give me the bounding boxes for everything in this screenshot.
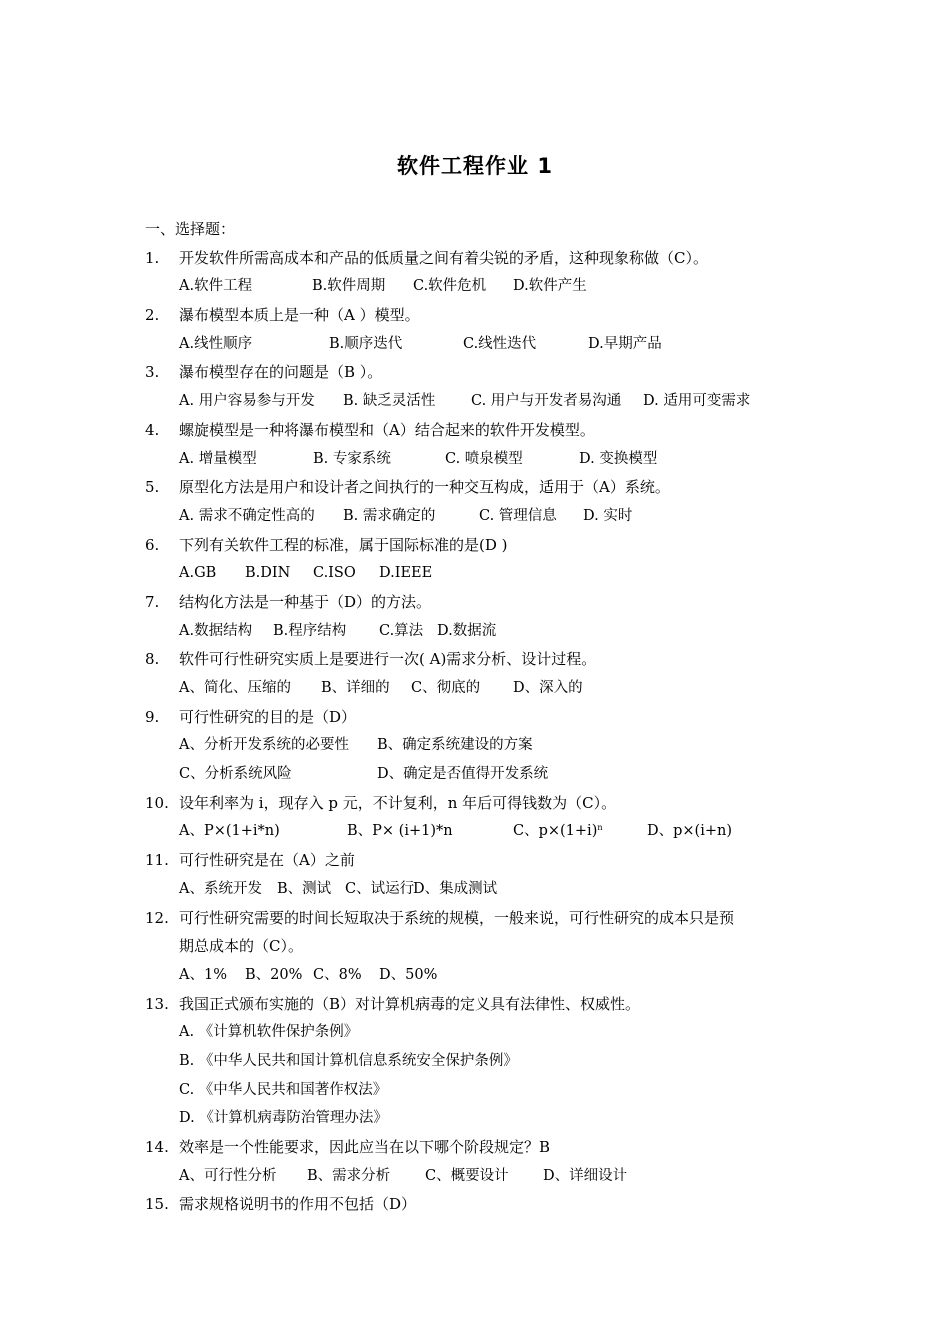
answer-option-text: A、系统开发: [179, 880, 262, 897]
answer-option-text: D、详细设计: [543, 1167, 628, 1184]
section-heading-text: 一、选择题：: [145, 220, 236, 238]
question-number: 8.: [145, 650, 160, 669]
question-text: 我国正式颁布实施的（B）对计算机病毒的定义具有法律性、权威性。: [179, 994, 641, 1013]
answer-option: [543, 1162, 627, 1191]
answer-option: [179, 1018, 358, 1047]
answer-option: [179, 961, 227, 990]
answer-option: [588, 330, 662, 359]
question-line: [145, 904, 825, 933]
answer-option-text: C、8%: [313, 966, 362, 983]
option-line: [145, 961, 825, 990]
question-number: 7.: [145, 592, 160, 611]
answer-option: [347, 817, 453, 846]
answer-option-text: A、简化、压缩的: [179, 680, 291, 696]
answer-option: [179, 1104, 388, 1133]
question-number: 15.: [145, 1195, 169, 1214]
answer-option-text: A. 增量模型: [179, 450, 257, 467]
answer-option: [179, 1047, 518, 1076]
question-number: 2.: [145, 306, 160, 325]
question-number: 4.: [145, 420, 160, 439]
answer-option: [179, 760, 292, 789]
answer-option-text: B.DIN: [245, 565, 291, 582]
answer-option-text: A、P×(1+i*n): [179, 823, 280, 840]
answer-option-text: B. 需求确定的: [343, 507, 436, 524]
question-line: [145, 301, 825, 330]
question-line: [145, 473, 825, 502]
answer-option-text: A. 用户容易参与开发: [179, 393, 315, 410]
answer-option: [379, 559, 432, 588]
question-line: [145, 645, 825, 674]
answer-option-text: B.顺序迭代: [329, 335, 403, 352]
question-number: 6.: [145, 535, 160, 554]
answer-option-text: A、可行性分析: [179, 1167, 277, 1184]
question-number: 12.: [145, 908, 169, 927]
answer-option: [321, 674, 390, 703]
option-line: [145, 1104, 825, 1133]
answer-option: [345, 875, 414, 904]
question-text: 瀑布模型本质上是一种（A ）模型。: [179, 306, 420, 325]
option-line: [145, 502, 825, 531]
answer-option: [179, 1076, 387, 1105]
option-line: [145, 875, 825, 904]
question-line: [145, 358, 825, 387]
question-number: 1.: [145, 248, 160, 267]
answer-option: [513, 674, 583, 703]
answer-option: C、p×(1+i)n: [513, 817, 603, 846]
answer-option: [379, 961, 437, 990]
answer-option: [411, 674, 480, 703]
answer-option-text: D、确定是否值得开发系统: [377, 766, 549, 783]
answer-option: [273, 617, 346, 646]
question-text: 可行性研究的目的是（D）: [179, 707, 357, 726]
answer-option-text: B.程序结构: [273, 622, 347, 639]
question-line: [145, 416, 825, 445]
answer-option-text: D. 变换模型: [579, 450, 658, 467]
answer-option-text: A. 需求不确定性高的: [179, 507, 315, 524]
answer-option-text: A.线性顺序: [179, 335, 253, 352]
answer-option: [379, 617, 423, 646]
answer-option-text: B、测试: [277, 880, 332, 897]
answer-option-text: A.软件工程: [179, 278, 253, 295]
answer-option: [179, 875, 262, 904]
question-text: 开发软件所需高成本和产品的低质量之间有着尖锐的矛盾，这种现象称做（C）。: [179, 248, 708, 267]
answer-option: [179, 272, 252, 301]
answer-option-text: C、概要设计: [425, 1167, 509, 1184]
answer-option: [179, 731, 349, 760]
question-text: 可行性研究需要的时间长短取决于系统的规模，一般来说，可行性研究的成本只是预: [179, 908, 735, 927]
section-heading: [145, 215, 825, 244]
answer-option: [179, 817, 280, 846]
answer-option-text: D.软件产生: [513, 278, 587, 295]
question-number: 3.: [145, 363, 160, 382]
question-line: [145, 531, 825, 560]
answer-option-text: B. 缺乏灵活性: [343, 393, 436, 410]
answer-option: [413, 272, 486, 301]
question-text: 效率是一个性能要求，因此应当在以下哪个阶段规定？B: [179, 1138, 551, 1156]
answer-option-text: C.软件危机: [413, 278, 487, 295]
answer-option-text: D. 实时: [583, 507, 633, 524]
question-line: [145, 932, 825, 961]
question-number: 9.: [145, 707, 160, 726]
answer-option: [313, 445, 391, 474]
question-line: [145, 990, 825, 1019]
question-line: [145, 1133, 825, 1162]
answer-option-text: C.算法: [379, 622, 424, 639]
question-text: 期总成本的（C）。: [179, 937, 303, 956]
option-line: [145, 1076, 825, 1105]
question-text: 瀑布模型存在的问题是（B ）。: [179, 363, 383, 382]
answer-option: [329, 330, 402, 359]
answer-option-text: B、确定系统建设的方案: [377, 737, 533, 754]
answer-option-text: B、P× (i+1)*n: [347, 823, 453, 840]
answer-option-text: D.数据流: [437, 622, 497, 639]
answer-option-text: A.GB: [179, 565, 217, 582]
question-line: [145, 846, 825, 875]
question-text: 结构化方法是一种基于（D）的方法。: [179, 592, 432, 611]
answer-option-text: B、20%: [245, 966, 303, 983]
option-line: [145, 272, 825, 301]
answer-option-text: D、深入的: [513, 680, 583, 696]
option-line: [145, 817, 825, 846]
answer-option-text: D、p×(i+n): [647, 823, 732, 840]
question-text: 需求规格说明书的作用不包括（D）: [179, 1195, 417, 1214]
answer-option: [343, 387, 435, 416]
answer-option: [425, 1162, 509, 1191]
answer-option-text: C. 管理信息: [479, 507, 557, 524]
question-list: [145, 215, 825, 1219]
answer-option: [437, 617, 496, 646]
question-text: 螺旋模型是一种将瀑布模型和（A）结合起来的软件开发模型。: [179, 420, 595, 439]
question-number: 5.: [145, 478, 160, 497]
answer-option-text: A. 《计算机软件保护条例》: [179, 1024, 359, 1041]
answer-option: [277, 875, 331, 904]
answer-option-text: C、试运行: [345, 880, 415, 897]
answer-option: [179, 330, 252, 359]
question-line: [145, 588, 825, 617]
question-line: [145, 1190, 825, 1219]
option-line: [145, 731, 825, 760]
answer-option: [647, 817, 732, 846]
question-text: 原型化方法是用户和设计者之间执行的一种交互构成，适用于（A）系统。: [179, 478, 670, 497]
question-number: 11.: [145, 851, 169, 870]
answer-option-text: C、分析系统风险: [179, 766, 292, 783]
answer-option-text: D. 《计算机病毒防治管理办法》: [179, 1110, 388, 1127]
question-line: [145, 789, 825, 818]
answer-option: [513, 272, 587, 301]
answer-option: [245, 559, 290, 588]
answer-option-text: D.IEEE: [379, 565, 433, 582]
answer-option: [377, 760, 548, 789]
answer-option-text: D、50%: [379, 966, 438, 983]
answer-option: [583, 502, 632, 531]
answer-option-text: B. 《中华人民共和国计算机信息系统安全保护条例》: [179, 1052, 518, 1069]
answer-option: [479, 502, 557, 531]
answer-option-text: B、需求分析: [307, 1167, 391, 1184]
question-text: 可行性研究是在（A）之前: [179, 851, 355, 870]
answer-option-text: C、p×(1+i): [513, 823, 598, 840]
question-text: 设年利率为 i，现存入 p 元，不计复利，n 年后可得钱数为（C）。: [179, 793, 617, 812]
question-line: [145, 703, 825, 732]
question-line: [145, 244, 825, 273]
option-line: [145, 674, 825, 703]
answer-option: [377, 731, 533, 760]
answer-option: [313, 559, 356, 588]
answer-option: [307, 1162, 390, 1191]
page-title: 软件工程作业 1: [397, 154, 553, 178]
option-line: [145, 1018, 825, 1047]
answer-option: [245, 961, 302, 990]
answer-option: [179, 387, 315, 416]
answer-option: [312, 272, 385, 301]
answer-option: [463, 330, 536, 359]
answer-option-text: C. 《中华人民共和国著作权法》: [179, 1081, 388, 1098]
answer-option: [313, 961, 362, 990]
answer-option-text: C、彻底的: [411, 680, 481, 696]
answer-option: [343, 502, 435, 531]
answer-option-text: D、集成测试: [413, 880, 498, 897]
answer-option-text: D. 适用可变需求: [643, 393, 751, 410]
answer-option: [579, 445, 657, 474]
answer-option-text: B.软件周期: [312, 278, 386, 295]
answer-option-text: C. 用户与开发者易沟通: [471, 393, 622, 410]
question-text: 下列有关软件工程的标准，属于国际标准的是(D ): [179, 535, 508, 554]
answer-option-text: C. 喷泉模型: [445, 450, 523, 467]
answer-option-text: C.ISO: [313, 565, 356, 582]
answer-option: [179, 1162, 276, 1191]
answer-option: [179, 502, 315, 531]
answer-option-text: A、1%: [179, 966, 227, 983]
question-number: 14.: [145, 1138, 169, 1156]
answer-option-text: A、分析开发系统的必要性: [179, 737, 349, 754]
answer-option: [179, 445, 257, 474]
answer-option: [179, 559, 216, 588]
option-line: [145, 760, 825, 789]
answer-option: [179, 674, 291, 703]
answer-option-text: A.数据结构: [179, 622, 253, 639]
option-line: [145, 1162, 825, 1191]
option-line: [145, 559, 825, 588]
option-line: [145, 387, 825, 416]
option-line: [145, 445, 825, 474]
question-number: 10.: [145, 793, 169, 812]
answer-option: [445, 445, 523, 474]
answer-option: [179, 617, 252, 646]
question-number: 13.: [145, 994, 169, 1013]
option-line: [145, 1047, 825, 1076]
answer-option: [643, 387, 750, 416]
question-text: 软件可行性研究实质上是要进行一次( A)需求分析、设计过程。: [179, 650, 597, 669]
answer-option: [413, 875, 497, 904]
answer-option-text: D.早期产品: [588, 335, 662, 352]
option-line: [145, 330, 825, 359]
answer-option-text: B. 专家系统: [313, 450, 391, 467]
answer-option: [471, 387, 621, 416]
answer-option-text: C.线性迭代: [463, 335, 537, 352]
answer-option-text: B、详细的: [321, 680, 390, 696]
option-line: [145, 617, 825, 646]
